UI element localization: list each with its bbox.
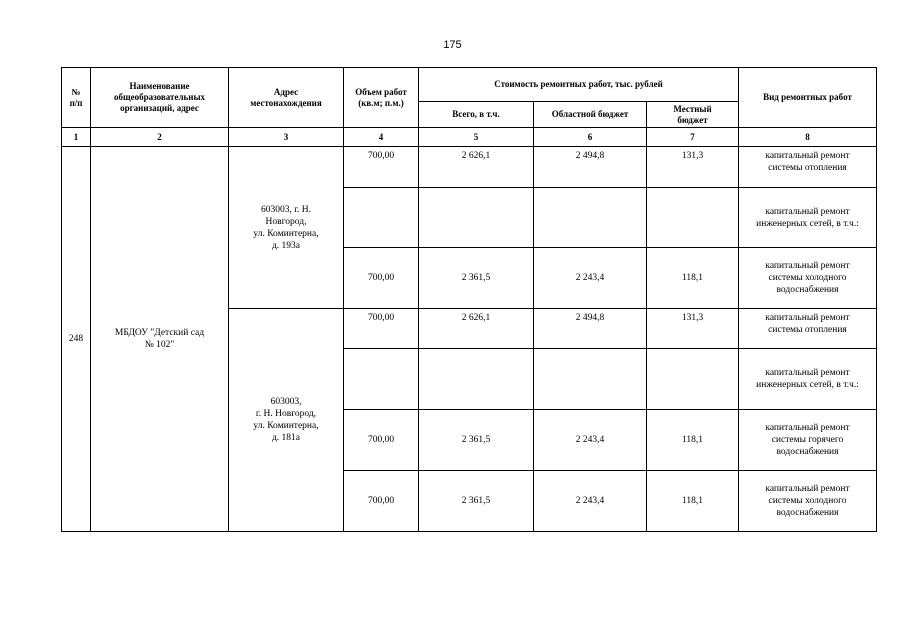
regional-cell xyxy=(534,349,647,410)
work-type-cell: капитальный ремонт инженерных сетей, в т.ч.: xyxy=(739,188,877,248)
local-cell: 131,3 xyxy=(647,309,739,349)
total-cell: 2 361,5 xyxy=(419,471,534,532)
column-number: 5 xyxy=(419,128,534,147)
header-row-1 xyxy=(62,68,877,102)
volume-cell: 700,00 xyxy=(344,471,419,532)
total-cell: 2 361,5 xyxy=(419,410,534,471)
regional-cell: 2 494,8 xyxy=(534,309,647,349)
regional-cell: 2 243,4 xyxy=(534,248,647,309)
local-cell: 131,3 xyxy=(647,147,739,188)
column-number: 7 xyxy=(647,128,739,147)
local-cell: 118,1 xyxy=(647,471,739,532)
regional-cell: 2 243,4 xyxy=(534,471,647,532)
work-type-cell: капитальный ремонт системы холодного водоснабжения xyxy=(739,471,877,532)
volume-cell: 700,00 xyxy=(344,410,419,471)
header-work-type: Вид ремонтных работ xyxy=(739,68,877,128)
column-number: 3 xyxy=(229,128,344,147)
local-cell: 118,1 xyxy=(647,410,739,471)
header-cost-group: Стоимость ремонтных работ, тыс. рублей xyxy=(419,68,739,102)
column-number: 6 xyxy=(534,128,647,147)
total-cell xyxy=(419,188,534,248)
work-type-cell: капитальный ремонт системы холодного водоснабжения xyxy=(739,248,877,309)
address-cell: 603003, г. Н. Новгород, ул. Коминтерна, д. 181а xyxy=(229,309,344,532)
header-address: Адрес местонахождения xyxy=(229,68,344,128)
work-type-cell: капитальный ремонт системы горячего водоснабжения xyxy=(739,410,877,471)
organization-name: МБДОУ "Детский сад № 102" xyxy=(91,147,229,532)
total-cell: 2 626,1 xyxy=(419,147,534,188)
table-row xyxy=(62,147,877,188)
volume-cell xyxy=(344,188,419,248)
local-cell: 118,1 xyxy=(647,248,739,309)
volume-cell: 700,00 xyxy=(344,309,419,349)
address-cell: 603003, г. Н. Новгород, ул. Коминтерна, д. 193а xyxy=(229,147,344,309)
header-local: Местный бюджет xyxy=(647,102,739,128)
column-number: 4 xyxy=(344,128,419,147)
column-number: 8 xyxy=(739,128,877,147)
volume-cell xyxy=(344,349,419,410)
work-type-cell: капитальный ремонт инженерных сетей, в т.ч.: xyxy=(739,349,877,410)
header-regional: Областной бюджет xyxy=(534,102,647,128)
header-volume: Объем работ (кв.м; п.м.) xyxy=(344,68,419,128)
header-total: Всего, в т.ч. xyxy=(419,102,534,128)
regional-cell: 2 494,8 xyxy=(534,147,647,188)
total-cell: 2 626,1 xyxy=(419,309,534,349)
regional-cell xyxy=(534,188,647,248)
total-cell xyxy=(419,349,534,410)
volume-cell: 700,00 xyxy=(344,147,419,188)
volume-cell: 700,00 xyxy=(344,248,419,309)
local-cell xyxy=(647,349,739,410)
page-number: 175 xyxy=(443,39,462,51)
column-numbers-row xyxy=(62,128,877,147)
column-number: 1 xyxy=(62,128,91,147)
work-type-cell: капитальный ремонт системы отопления xyxy=(739,309,877,349)
local-cell xyxy=(647,188,739,248)
repair-works-table xyxy=(61,67,877,532)
total-cell: 2 361,5 xyxy=(419,248,534,309)
header-name: Наименование общеобразовательных организаций, адрес xyxy=(91,68,229,128)
header-num: № п/п xyxy=(62,68,91,128)
column-number: 2 xyxy=(91,128,229,147)
entry-num: 248 xyxy=(62,147,91,532)
regional-cell: 2 243,4 xyxy=(534,410,647,471)
work-type-cell: капитальный ремонт системы отопления xyxy=(739,147,877,188)
